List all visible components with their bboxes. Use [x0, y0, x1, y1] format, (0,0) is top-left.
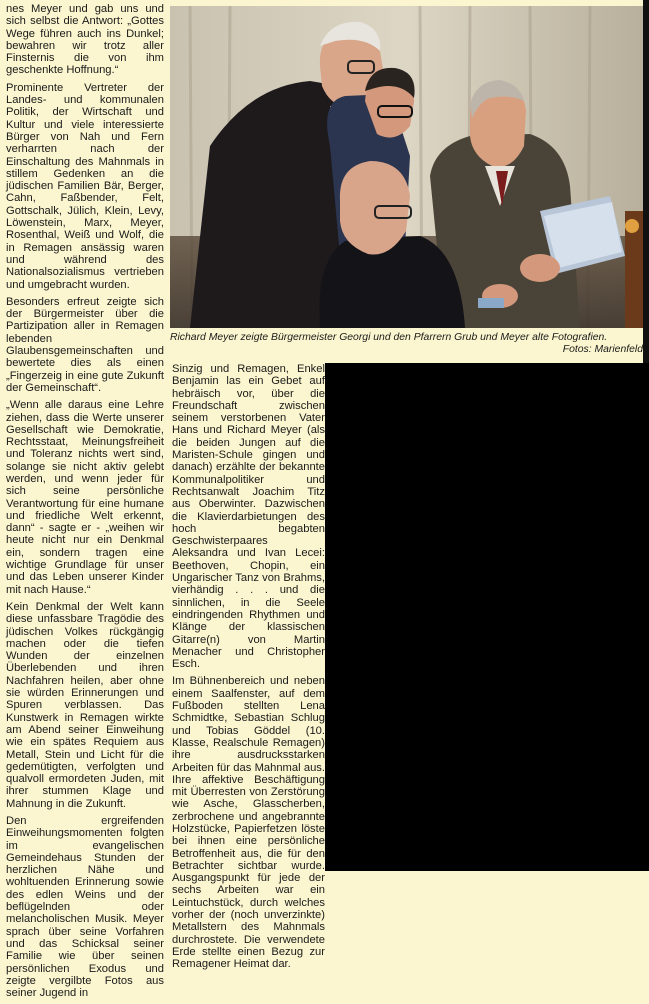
- press-photo: [170, 6, 643, 328]
- black-area: [325, 363, 649, 871]
- photo-illustration: [170, 6, 643, 328]
- photo-caption: [170, 332, 643, 356]
- paragraph: Den ergreifenden Einweihungsmomenten folgten im evangelischen Gemeindehaus Stunden der herzlichen Nähe und wohltuenden Erinnerung sowie des edlen Weins und der beflügelnden oder melancholischen Musik. Meyer sprach über seine Vorfahren und das Schicksal seiner Familie wie über seinen persönlichen Exodus und zeigte vergilbte Fotos aus seiner Jugend in: [6, 815, 164, 1000]
- paragraph: Sinzig und Remagen, Enkel Benjamin las ein Gebet auf hebräisch vor, über die Freundschaft zwischen seinem verstorbenen Vater Hans und Richard Meyer (als die beiden Jungen auf die Maristen-Schule gingen und danach) erzählte der bekannte Kommunalpolitiker und Rechtsanwalt Joachim Titz aus Oberwinter. Dazwischen die Klavierdarbietungen des hoch begabten Geschwisterpaares Aleksandra und Ivan Lecei: Beethoven, Chopin, ein Ungarischer Tanz von Brahms, vierhändig . . . und die sinnlichen, in die Seele eindringenden Rhythmen und Klänge der klassischen Gitarre(n) von Martin Menacher und Christopher Esch.: [172, 363, 325, 671]
- edge-strip: [643, 0, 649, 363]
- article-column-middle: [172, 363, 325, 976]
- paragraph: Besonders erfreut zeigte sich der Bürgermeister über die Partizipation aller in Remagen lebenden Glaubensgemeinschaften und bewertete dies als einen „Fingerzeig in eine gute Zukunft der Gemeinschaft“.: [6, 295, 164, 394]
- paragraph: Prominente Vertreter der Landes- und kommunalen Politik, der Wirtschaft und Kultur und viele interessierte Bürger von Nah und Fern verharrten nach der Einschaltung des Mahnmals in stillem Gedenken an die jüdischen Familien Bär, Berger, Cahn, Faßbender, Felt, Gottschalk, Jülich, Klein, Levy, Löwenstein, Marx, Meyer, Rosenthal, Weiß und Wolf, die in Remagen ansässig waren und während des Nationalsozialismus vertrieben und umgebracht wurden.: [6, 81, 164, 291]
- caption-text: Richard Meyer zeigte Bürgermeister Georgi und den Pfarrern Grub und Meyer alte Fotografien.: [170, 332, 608, 343]
- photo-credit: Fotos: Marienfeld: [562, 344, 643, 355]
- paragraph: Im Bühnenbereich und neben einem Saalfenster, auf dem Fußboden stellten Lena Schmidtke, Sebastian Schlug und Tobias Göddel (10. Klasse, Realschule Remagen) ihre ausdrucksstarken Arbeiten für das Mahnmal aus. Ihre affektive Beschäftigung mit Überresten von Zerstörung wie Asche, Glasscherben, zerbrochene und angebrannte Holzstücke, Papierfetzen löste bei ihnen eine persönliche Betroffenheit aus, die für den Betrachter sichtbar wurde. Ausgangspunkt für jede der sechs Arbeiten war ein Leintuchstück, durch welches vorher der (noch unverzinkte) Metallstern des Mahnmals durchrostete. Die verwendete Erde stellte einen Bezug zur Remagener Heimat dar.: [172, 675, 325, 971]
- article-column-left: [6, 3, 164, 1004]
- paragraph: Kein Denkmal der Welt kann diese unfassbare Tragödie des jüdischen Volkes rückgängig machen oder die tiefen Wunden der einzelnen Überlebenden und ihren Nachfahren heilen, aber ohne sie würden Erinnerungen und Spuren verblassen. Das Kunstwerk in Remagen wirkte am Abend seiner Einweihung wie ein spätes Requiem aus Metall, Stein und Licht für die gedemütigten, verfolgten und qualvoll ermordeten Juden, mit ihrer stummen Klage und Mahnung in die Zukunft.: [6, 600, 164, 810]
- paragraph: „Wenn alle daraus eine Lehre ziehen, dass die Werte unserer Gesellschaft wie Demokratie, Rechtsstaat, Meinungsfreiheit und Toleranz nichts wert sind, solange sie nicht aktiv gelebt werden, und wenn jeder für sich seine persönliche Verantwortung für eine humane und friedliche Welt erkennt, dann“ - sagte er - „weihen wir heute nicht nur ein Denkmal ein, sondern tragen eine wichtige Grundlage für unser und das Leben unserer Kinder mit nach Hause.“: [6, 399, 164, 596]
- paragraph: nes Meyer und gab uns und sich selbst die Antwort: „Gottes Wege führen auch ins Dunkel; bewahren wir trotz aller Finsternis die von ihm geschenkte Hoffnung.“: [6, 3, 164, 77]
